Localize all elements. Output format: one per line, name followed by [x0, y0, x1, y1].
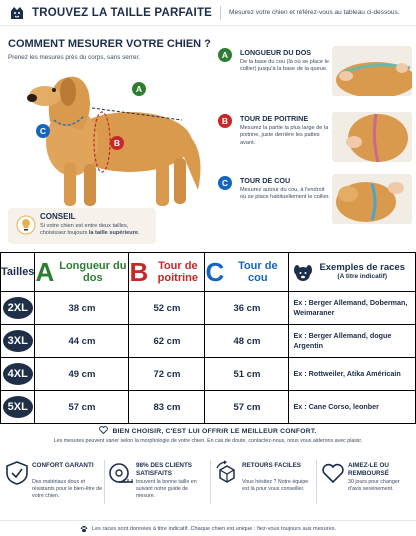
neck-cell: 48 cm [205, 325, 289, 358]
header-examples [289, 253, 416, 292]
divider [316, 460, 317, 504]
breeds-cell: Ex : Cane Corso, leonber [289, 391, 416, 424]
chest-cell: 52 cm [129, 292, 205, 325]
heart-icon [320, 460, 346, 486]
feature-comfort [2, 458, 106, 510]
return-box-icon [214, 460, 240, 486]
advice-text-part: Si votre chien est entre deux tailles, choisissez toujours [40, 223, 129, 237]
size-badge: 4XL [3, 363, 33, 385]
lightbulb-icon [16, 215, 36, 235]
comfort-subline: Les mesures peuvent varier selon la morphologie de votre chien. En cas de doute, contactez-nous, nous vous aiderons avec plaisir. [53, 438, 363, 444]
feature-title: AIMEZ-LE OU REMBOURSÉ [348, 462, 389, 477]
size-table [0, 252, 416, 424]
header-c-letter: C [205, 257, 225, 288]
header-examples-sub: (A titre indicatif) [337, 273, 388, 281]
header-a-label: Longueur du dos [59, 260, 127, 285]
footer-note-text: Les races sont données à titre indicatif. Chaque chien est unique : fiez-vous toujours aux mesures. [91, 525, 337, 532]
chest-cell: 72 cm [129, 358, 205, 391]
feature-returns [212, 458, 316, 510]
header-chest [129, 253, 205, 292]
size-cell [1, 358, 35, 391]
comfort-headline [0, 426, 416, 435]
measure-card-neck [214, 172, 414, 226]
header-a-letter: A [35, 257, 55, 288]
table-row [1, 358, 416, 391]
advice-text [40, 223, 154, 238]
table-row [1, 325, 416, 358]
page-title: TROUVEZ LA TAILLE PARFAITE [32, 6, 213, 19]
measure-card-back-length [214, 44, 414, 98]
letter-a-badge: A [218, 48, 232, 62]
chest-cell: 62 cm [129, 325, 205, 358]
feature-title: RETOURS FACILES [242, 462, 302, 469]
measure-description: De la base du cou (là où se place le collier) jusqu'à la base de la queue. [240, 59, 329, 73]
tape-measure-icon [108, 460, 134, 486]
feature-refund [318, 458, 416, 510]
how-to-measure-title: COMMENT MESURER VOTRE CHIEN ? [8, 38, 211, 50]
dog-paw-logo-icon [8, 4, 26, 22]
measure-description: Mesurez autour du cou, à l'endroit où se place habituellement le collier. [240, 187, 330, 201]
header [0, 0, 416, 26]
paw-icon [80, 525, 88, 533]
size-cell [1, 391, 35, 424]
letter-c-badge: C [218, 176, 232, 190]
back-length-cell: 38 cm [35, 292, 129, 325]
feature-description: 30 jours pour changer d'avis sereinement. [348, 479, 400, 492]
neck-cell: 36 cm [205, 292, 289, 325]
measure-title: TOUR DE POITRINE [240, 114, 309, 123]
advice-title: CONSEIL [40, 212, 76, 221]
divider [104, 460, 105, 504]
feature-title: CONFORT GARANTI [32, 462, 94, 469]
feature-description: trouvent la bonne taille en suivant notre guide de mesure. [136, 479, 197, 499]
back-length-cell: 49 cm [35, 358, 129, 391]
feature-description: Des matériaux doux et résistants pour le bien-être de votre chien. [32, 479, 103, 499]
neck-photo [332, 174, 412, 224]
feature-description: Vous hésitez ? Notre équipe est là pour vous conseiller. [242, 479, 309, 492]
header-back-length [35, 253, 129, 292]
measure-title: TOUR DE COU [240, 176, 291, 185]
back-length-cell: 57 cm [35, 391, 129, 424]
dog-face-icon [293, 264, 313, 282]
letter-b-badge: B [218, 114, 232, 128]
advice-text-bold: la taille supérieure [88, 230, 138, 237]
feature-satisfaction [106, 458, 210, 510]
header-sizes: Tailles [1, 253, 35, 292]
header-b-label: Tour de poitrine [157, 260, 198, 285]
footer-note [0, 520, 416, 536]
breeds-cell: Ex : Rottweiler, Atika Américain [289, 358, 416, 391]
advice-text-end: . [137, 230, 140, 237]
how-to-measure-subtitle: Prenez les mesures près du corps, sans serrer. [8, 54, 140, 61]
advice-box [8, 208, 156, 244]
table-row [1, 292, 416, 325]
measure-card-chest [214, 110, 414, 164]
size-cell [1, 325, 35, 358]
badge-a-icon: A [132, 82, 146, 96]
header-b-letter: B [129, 257, 149, 288]
size-cell [1, 292, 35, 325]
badge-c-icon: C [36, 124, 50, 138]
header-subtitle: Mesurez votre chien et référez-vous au tableau ci-dessous. [229, 9, 400, 16]
chest-cell: 83 cm [129, 391, 205, 424]
badge-b-icon: B [110, 136, 124, 150]
neck-cell: 57 cm [205, 391, 289, 424]
shield-check-icon [4, 460, 30, 486]
divider [210, 460, 211, 504]
table-header-row [1, 253, 416, 292]
feature-title: 98% DES CLIENTS SATISFAITS [136, 462, 192, 477]
size-badge: 5XL [3, 396, 33, 418]
comfort-headline-text: BIEN CHOISIR, C'EST LUI OFFRIR LE MEILLEUR CONFORT. [112, 428, 317, 435]
neck-cell: 51 cm [205, 358, 289, 391]
back-length-cell: 44 cm [35, 325, 129, 358]
header-examples-title: Exemples de races [319, 262, 405, 274]
heart-outline-icon [99, 426, 108, 434]
size-badge: 3XL [3, 330, 33, 352]
size-badge: 2XL [3, 297, 33, 319]
measure-title: LONGUEUR DU DOS [240, 48, 312, 57]
back-length-photo [332, 46, 412, 96]
breeds-cell: Ex : Berger Allemand, Doberman, Weimaraner [289, 292, 416, 325]
header-c-label: Tour de cou [238, 260, 278, 285]
dog-illustration [10, 62, 210, 212]
table-row [1, 391, 416, 424]
measure-description: Mesurez la partie la plus large de la poitrine, juste derrière les pattes avant. [240, 125, 329, 146]
header-divider [220, 6, 221, 20]
breeds-cell: Ex : Berger Allemand, dogue Argentin [289, 325, 416, 358]
header-neck [205, 253, 289, 292]
chest-photo [332, 112, 412, 162]
